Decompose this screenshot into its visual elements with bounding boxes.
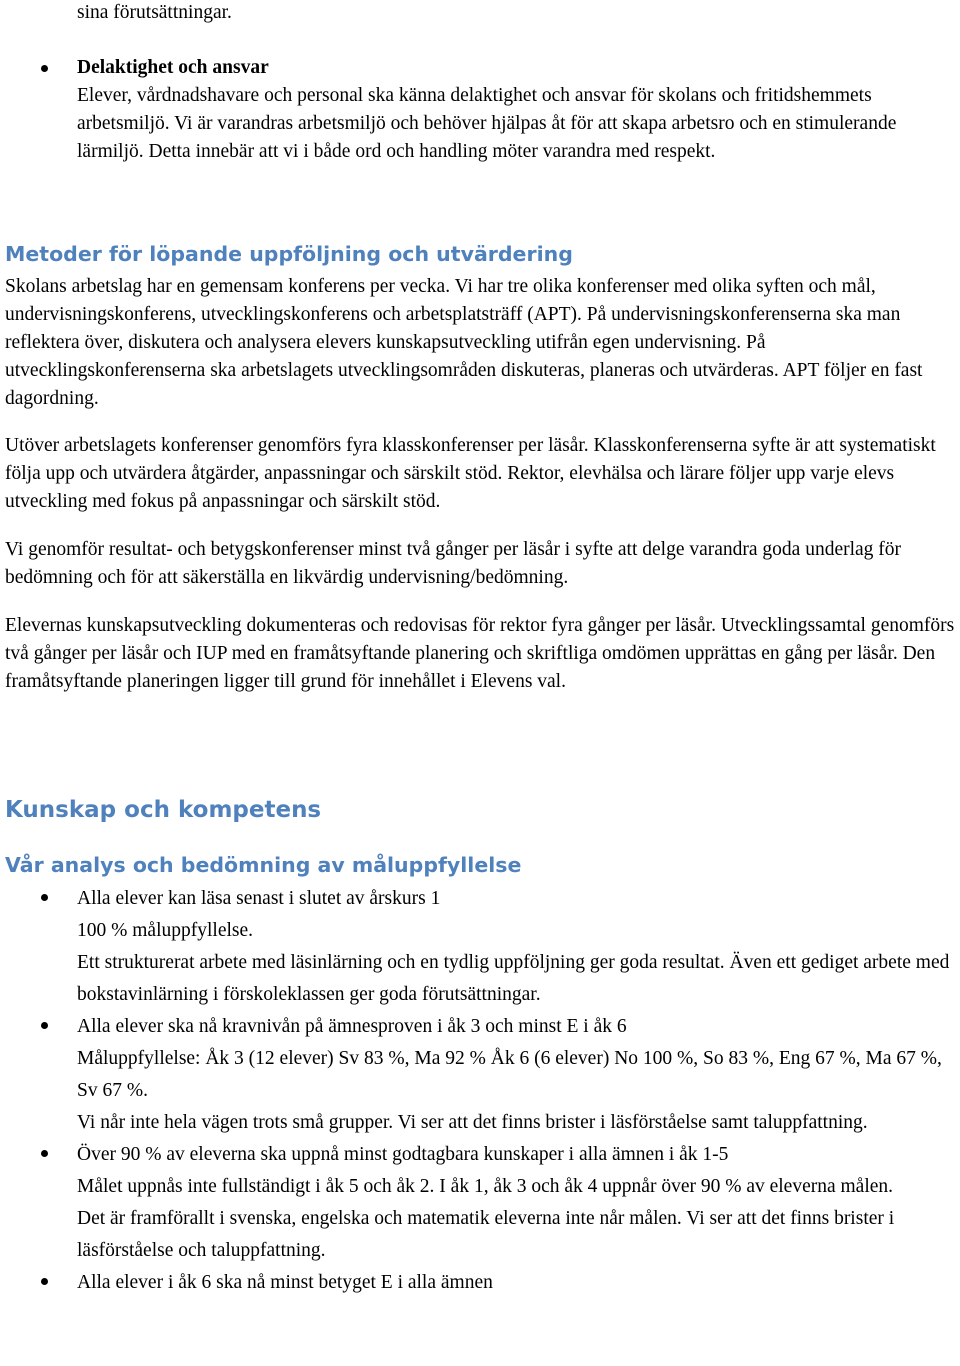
goal-result: 100 % måluppfyllelse. — [77, 920, 254, 941]
methods-paragraph-4: Elevernas kunskapsutveckling dokumenteras och redovisas för rektor fyra gånger per läsår. Utvecklingssamtal genomförs två gånger per läsår och IUP med en framåtsyftande planering och skriftliga omdömen upprättas en gång per läsår. Den framåtsyftande planeringen ligger till grund för innehållet i Elevens val. — [5, 615, 955, 692]
bullet-icon — [41, 894, 48, 901]
bullet-icon — [41, 1022, 48, 1029]
goal-analysis: Ett strukturerat arbete med läsinlärning och en tydlig uppföljning ger goda resultat. Även ett gediget arbete med bokstavinlärning i förskoleklassen ger goda förutsättningar. — [77, 952, 950, 1005]
goal-item — [5, 883, 957, 1011]
analysis-heading: Vår analys och bedömning av måluppfyllelse — [5, 853, 522, 877]
goal-result: Måluppfyllelse: Åk 3 (12 elever) Sv 83 %, Ma 92 % Åk 6 (6 elever) No 100 %, So 83 %, Eng 67 %, Ma 67 %, Sv 67 %. — [77, 1048, 942, 1101]
goal-item — [5, 1011, 957, 1139]
bullet-icon — [41, 65, 48, 72]
goal-result: Målet uppnås inte fullständigt i åk 5 och åk 2. I åk 1, åk 3 och åk 4 uppnår över 90 % av eleverna målen. — [77, 1176, 894, 1197]
goal-analysis: Vi når inte hela vägen trots små grupper. Vi ser att det finns brister i läsförståelse samt taluppfattning. — [77, 1112, 868, 1133]
bullet-icon — [41, 1150, 48, 1157]
goal-title: Alla elever kan läsa senast i slutet av årskurs 1 — [77, 888, 441, 909]
participation-item — [5, 54, 957, 166]
goal-item — [5, 1139, 957, 1267]
goals-list — [5, 883, 957, 1299]
intro-tail: sina förutsättningar. — [77, 2, 232, 23]
methods-paragraph-1: Skolans arbetslag har en gemensam konferens per vecka. Vi har tre olika konferenser med olika syften och mål, undervisningskonferens, utvecklingskonferens och arbetsplatsträff (APT). På undervisningskonferenserna ska man reflektera över, diskutera och analysera elevers kunskapsutveckling utifrån egen undervisning. På utvecklingskonferenserna ska arbetslagets utvecklingsområden diskuteras, planeras och utvärderas. APT följer en fast dagordning. — [5, 276, 923, 409]
section-heading: Kunskap och kompetens — [5, 797, 322, 823]
methods-paragraph-3: Vi genomför resultat- och betygskonferenser minst två gånger per läsår i syfte att delge varandra goda underlag för bedömning och för att säkerställa en likvärdig undervisning/bedömning. — [5, 539, 902, 588]
goal-item — [5, 1267, 957, 1299]
methods-heading: Metoder för löpande uppföljning och utvärdering — [5, 242, 573, 266]
participation-text: Elever, vårdnadshavare och personal ska känna delaktighet och ansvar för skolans och fritidshemmets arbetsmiljö. Vi är varandras arbetsmiljö och behöver hjälpas åt för att skapa arbetsro och en stimulerande lärmiljö. Detta innebär att vi i både ord och handling möter varandra med respekt. — [77, 85, 897, 162]
goal-title: Över 90 % av eleverna ska uppnå minst godtagbara kunskaper i alla ämnen i åk 1-5 — [77, 1144, 729, 1165]
goal-title: Alla elever i åk 6 ska nå minst betyget E i alla ämnen — [77, 1272, 493, 1293]
methods-paragraph-2: Utöver arbetslagets konferenser genomförs fyra klasskonferenser per läsår. Klasskonferenserna syfte är att systematiskt följa upp och utvärdera åtgärder, anpassningar och särskilt stöd. Rektor, elevhälsa och lärare följer upp varje elevs utveckling med fokus på anpassningar och särskilt stöd. — [5, 435, 936, 512]
bullet-icon — [41, 1278, 48, 1285]
goal-analysis: Det är framförallt i svenska, engelska och matematik eleverna inte når målen. Vi ser att det finns brister i läsförståelse och taluppfattning. — [77, 1208, 895, 1261]
goal-title: Alla elever ska nå kravnivån på ämnesproven i åk 3 och minst E i åk 6 — [77, 1016, 627, 1037]
participation-title: Delaktighet och ansvar — [77, 57, 269, 78]
participation-list — [5, 54, 957, 166]
